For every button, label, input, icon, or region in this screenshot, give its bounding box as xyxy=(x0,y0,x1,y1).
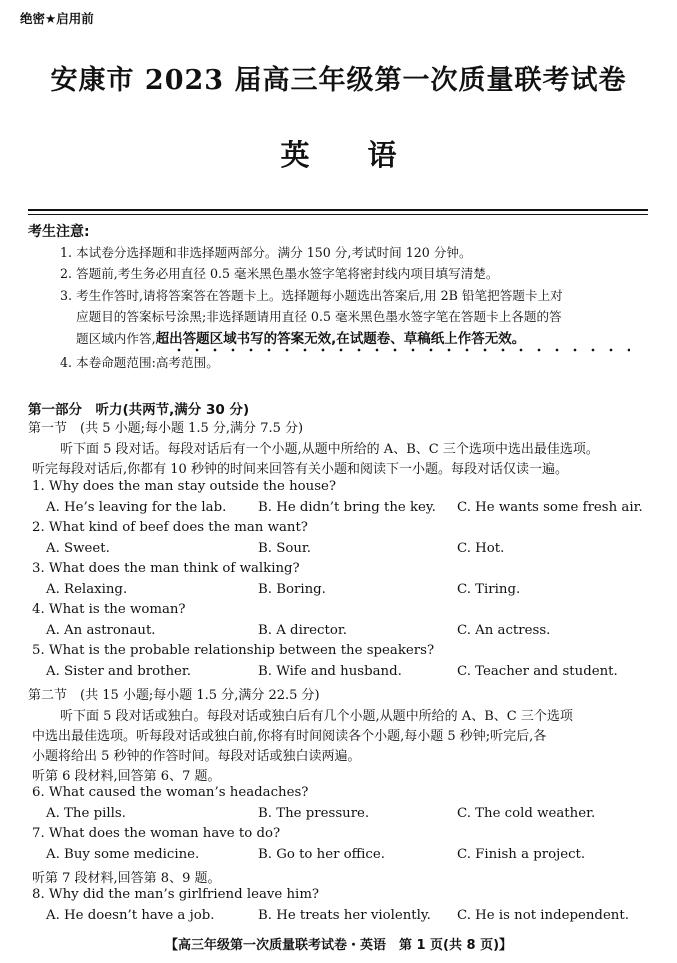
question-5-option-b: B. Wife and husband. xyxy=(258,664,402,679)
question-7-option-c: C. Finish a project. xyxy=(457,847,586,862)
section-1-heading: 第一节 (共 5 小题;每小题 1.5 分,满分 7.5 分) xyxy=(28,421,304,436)
part-1-title: 第一部分 听力(共两节,满分 30 分) xyxy=(28,402,250,418)
section-2-instructions-line-2: 中选出最佳选项。听每段对话或独白前,你将有时间阅读各个小题,每小题 5 秒钟;听完后,各 xyxy=(32,729,547,744)
notice-item-3-line-2: 应题目的答案标号涂黑;非选择题请用直径 0.5 毫米黑色墨水签字笔在答题卡上各题的答 xyxy=(76,309,562,324)
subject-title xyxy=(0,133,677,174)
question-7: 7. What does the woman have to do? xyxy=(32,826,281,841)
question-8: 8. Why did the man’s girlfriend leave him? xyxy=(32,887,320,902)
question-5-option-a: A. Sister and brother. xyxy=(46,664,192,679)
question-1: 1. Why does the man stay outside the house? xyxy=(32,479,337,494)
question-1-option-b: B. He didn’t bring the key. xyxy=(258,500,436,515)
question-3-option-c: C. Tiring. xyxy=(457,582,521,597)
notice-title: 考生注意: xyxy=(28,224,90,240)
notice-item-4: 4. 本卷命题范围:高考范围。 xyxy=(60,355,219,370)
question-7-option-a: A. Buy some medicine. xyxy=(46,847,200,862)
section-2-heading: 第二节 (共 15 小题;每小题 1.5 分,满分 22.5 分) xyxy=(28,688,320,703)
question-5-option-c: C. Teacher and student. xyxy=(457,664,618,679)
question-6-option-b: B. The pressure. xyxy=(258,806,370,821)
divider-thin xyxy=(28,214,648,215)
question-5: 5. What is the probable relationship between the speakers? xyxy=(32,643,435,658)
question-4-option-c: C. An actress. xyxy=(457,623,551,638)
exam-title: 安康市 2023 届高三年级第一次质量联考试卷 xyxy=(50,65,627,96)
question-1-option-a: A. He’s leaving for the lab. xyxy=(46,500,227,515)
material-7-instruction: 听第 7 段材料,回答第 8、9 题。 xyxy=(32,871,221,886)
question-7-option-b: B. Go to her office. xyxy=(258,847,385,862)
question-2-option-c: C. Hot. xyxy=(457,541,505,556)
section-2-instructions-line-1: 听下面 5 段对话或独白。每段对话或独白后有几个小题,从题中所给的 A、B、C 三个选项 xyxy=(60,709,573,724)
notice-item-3-line-1: 3. 考生作答时,请将答案答在答题卡上。选择题每小题选出答案后,用 2B 铅笔把答题卡上对 xyxy=(60,288,563,303)
question-4: 4. What is the woman? xyxy=(32,602,186,617)
question-8-option-c: C. He is not independent. xyxy=(457,908,629,923)
subject-char-2: 语 xyxy=(367,138,397,172)
notice-item-3-emphasis: 超出答题区域书写的答案无效,在试题卷、草稿纸上作答无效。 xyxy=(155,331,526,347)
question-4-option-a: A. An astronaut. xyxy=(46,623,156,638)
question-6: 6. What caused the woman’s headaches? xyxy=(32,785,309,800)
question-6-option-c: C. The cold weather. xyxy=(457,806,596,821)
question-6-option-a: A. The pills. xyxy=(46,806,126,821)
notice-item-1: 1. 本试卷分选择题和非选择题两部分。满分 150 分,考试时间 120 分钟。 xyxy=(60,245,472,260)
material-6-instruction: 听第 6 段材料,回答第 6、7 题。 xyxy=(32,769,221,784)
question-8-option-b: B. He treats her violently. xyxy=(258,908,431,923)
divider-thick xyxy=(28,209,648,211)
question-2: 2. What kind of beef does the man want? xyxy=(32,520,308,535)
question-8-option-a: A. He doesn’t have a job. xyxy=(46,908,215,923)
question-2-option-b: B. Sour. xyxy=(258,541,312,556)
notice-item-2: 2. 答题前,考生务必用直径 0.5 毫米黑色墨水签字笔将密封线内项目填写清楚。 xyxy=(60,266,499,281)
confidential-label: 绝密★启用前 xyxy=(20,11,94,26)
section-2-instructions-line-3: 小题将给出 5 秒钟的作答时间。每段对话或独白读两遍。 xyxy=(32,749,361,764)
page-footer: 【高三年级第一次质量联考试卷・英语 第 1 页(共 8 页)】 xyxy=(164,938,513,953)
question-4-option-b: B. A director. xyxy=(258,623,347,638)
question-3-option-b: B. Boring. xyxy=(258,582,326,597)
section-1-instructions-line-2: 听完每段对话后,你都有 10 秒钟的时间来回答有关小题和阅读下一小题。每段对话仅读一遍。 xyxy=(32,462,568,477)
question-1-option-c: C. He wants some fresh air. xyxy=(457,500,643,515)
subject-char-1: 英 xyxy=(280,138,310,172)
emphasis-dots xyxy=(170,347,630,353)
notice-item-3-plain: 题区域内作答, xyxy=(76,331,156,346)
section-1-instructions-line-1: 听下面 5 段对话。每段对话后有一个小题,从题中所给的 A、B、C 三个选项中选出最佳选项。 xyxy=(60,442,599,457)
question-3: 3. What does the man think of walking? xyxy=(32,561,300,576)
question-2-option-a: A. Sweet. xyxy=(46,541,110,556)
notice-item-3-line-3 xyxy=(76,327,525,347)
question-3-option-a: A. Relaxing. xyxy=(46,582,128,597)
